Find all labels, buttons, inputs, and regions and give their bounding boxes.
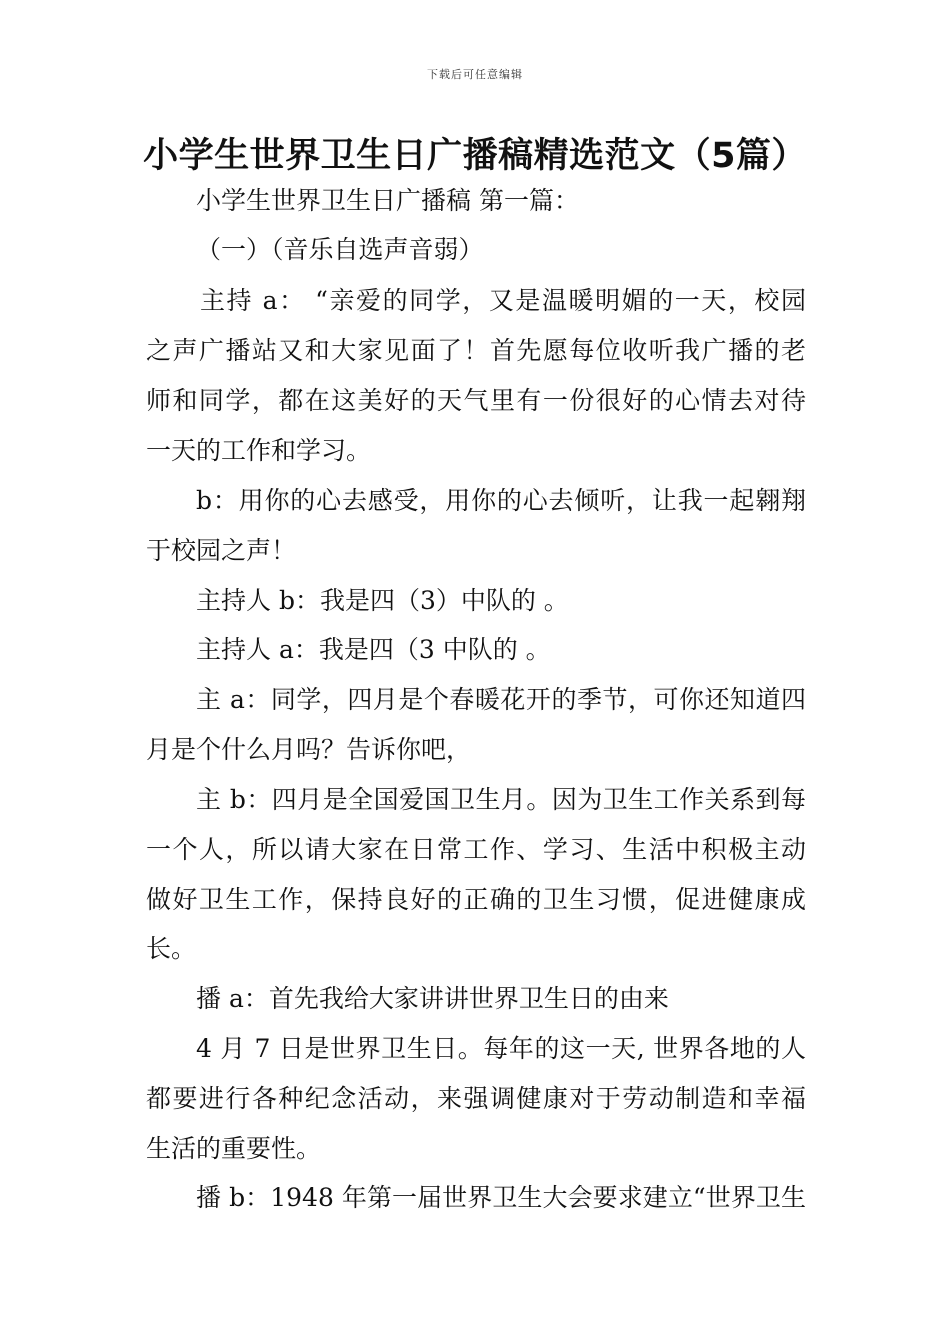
paragraph-line: 都要进行各种纪念活动，来强调健康对于劳动制造和幸福 (146, 1084, 806, 1113)
paragraph-line: 一个人，所以请大家在日常工作、学习、生活中积极主动 (146, 835, 806, 864)
paragraph-line: 播 a：首先我给大家讲讲世界卫生日的由来 (196, 984, 669, 1013)
paragraph-line: b：用你的心去感受，用你的心去倾听，让我一起翱翔 (196, 486, 806, 515)
section-heading: 小学生世界卫生日广播稿 第一篇： (196, 186, 579, 215)
paragraph-line: 长。 (146, 934, 197, 963)
paragraph-line: 一天的工作和学习。 (146, 436, 372, 465)
paragraph-line: 播 b：1948 年第一届世界卫生大会要求建立“世界卫生 (196, 1183, 806, 1212)
paragraph-line: 主持人 b：我是四（3）中队的 。 (196, 586, 569, 615)
paragraph-line: 做好卫生工作，保持良好的正确的卫生习惯，促进健康成 (146, 885, 806, 914)
paragraph-line: 生活的重要性。 (146, 1134, 322, 1163)
paragraph-line: 师和同学，都在这美好的天气里有一份很好的心情去对待 (146, 386, 806, 415)
paragraph-line: 之声广播站又和大家见面了！首先愿每位收听我广播的老 (146, 336, 806, 365)
paragraph-line: 主 a：同学，四月是个春暖花开的季节，可你还知道四 (196, 685, 806, 714)
paragraph-line: 4 月 7 日是世界卫生日。每年的这一天, 世界各地的人 (196, 1034, 806, 1063)
document-title: 小学生世界卫生日广播稿精选范文（5篇） (143, 136, 807, 176)
header-note: 下载后可任意编辑 (427, 68, 523, 81)
paragraph-line: 主持人 a：我是四（3 中队的 。 (196, 635, 551, 664)
paragraph-line: （一）（音乐自选声音弱） (196, 235, 484, 264)
paragraph-line: 主持 a： “亲爱的同学，又是温暖明媚的一天，校园 (200, 286, 806, 315)
paragraph-line: 于校园之声！ (146, 536, 297, 565)
paragraph-line: 主 b：四月是全国爱国卫生月。因为卫生工作关系到每 (196, 785, 806, 814)
paragraph-line: 月是个什么月吗？告诉你吧， (146, 735, 472, 764)
